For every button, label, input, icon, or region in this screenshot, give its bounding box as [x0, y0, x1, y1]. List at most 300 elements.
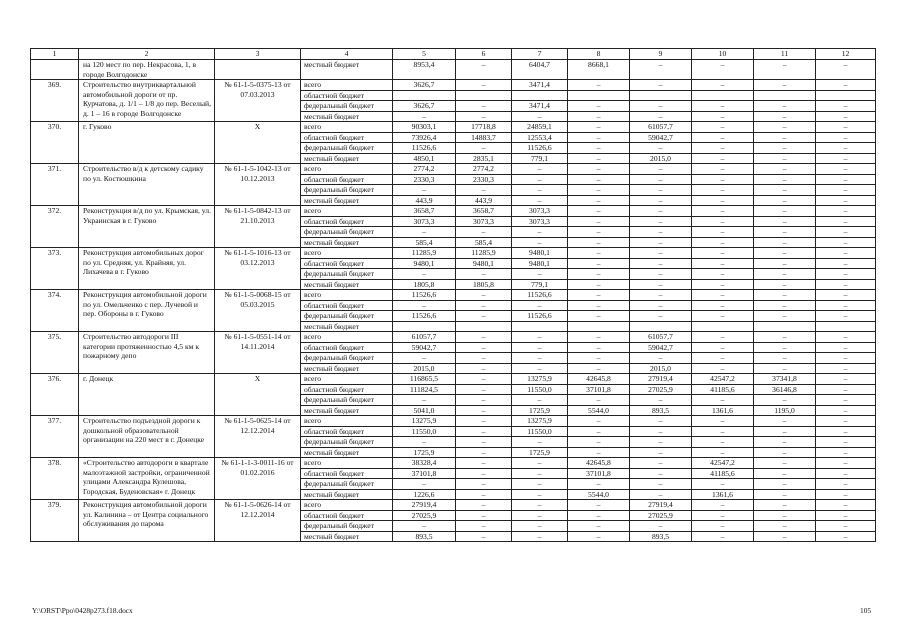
amount-cell: – — [568, 248, 630, 259]
amount-cell: – — [568, 300, 630, 311]
amount-cell: – — [692, 500, 754, 511]
amount-cell: – — [816, 363, 876, 374]
funding-source: федеральный бюджет — [301, 521, 393, 532]
amount-cell: – — [630, 237, 692, 248]
amount-cell: 11526,6 — [393, 311, 456, 322]
funding-source: местный бюджет — [301, 447, 393, 458]
amount-cell: 585,4 — [393, 237, 456, 248]
funding-source: областной бюджет — [301, 510, 393, 521]
amount-cell: 443,9 — [456, 195, 512, 206]
amount-cell: 3073,3 — [512, 216, 568, 227]
item-number: 374. — [31, 290, 79, 332]
amount-cell: – — [754, 332, 816, 343]
amount-cell: – — [754, 237, 816, 248]
amount-cell: – — [512, 531, 568, 542]
funding-source: всего — [301, 290, 393, 301]
registration-number: X — [215, 122, 301, 164]
amount-cell: – — [754, 216, 816, 227]
amount-cell: 1805,8 — [456, 279, 512, 290]
budget-table — [30, 48, 876, 542]
amount-cell: – — [692, 122, 754, 133]
amount-cell: – — [692, 258, 754, 269]
amount-cell: 90303,1 — [393, 122, 456, 133]
amount-cell: 3471,4 — [512, 101, 568, 112]
amount-cell: – — [816, 132, 876, 143]
amount-cell: – — [692, 80, 754, 91]
amount-cell: – — [568, 111, 630, 122]
amount-cell: – — [816, 227, 876, 238]
amount-cell: – — [512, 300, 568, 311]
amount-cell: – — [692, 143, 754, 154]
amount-cell: – — [816, 342, 876, 353]
amount-cell: – — [692, 132, 754, 143]
amount-cell: – — [816, 510, 876, 521]
table-row — [31, 374, 876, 385]
amount-cell: – — [512, 489, 568, 500]
amount-cell: – — [754, 174, 816, 185]
amount-cell: 38328,4 — [393, 458, 456, 469]
amount-cell: – — [630, 300, 692, 311]
amount-cell: 11526,6 — [393, 290, 456, 301]
amount-cell: – — [456, 80, 512, 91]
amount-cell: – — [456, 290, 512, 301]
amount-cell: 893,5 — [393, 531, 456, 542]
amount-cell: – — [630, 489, 692, 500]
amount-cell: – — [754, 258, 816, 269]
amount-cell: – — [692, 174, 754, 185]
object-name: Строительство в/д к детскому садику по ул. Костюшкина — [79, 164, 215, 206]
amount-cell: – — [630, 290, 692, 301]
registration-number: № 61-1-5-1042-13 от 10.12.2013 — [215, 164, 301, 206]
table-row — [31, 458, 876, 469]
amount-cell: 111824,5 — [393, 384, 456, 395]
amount-cell: 3626,7 — [393, 101, 456, 112]
amount-cell: – — [692, 164, 754, 175]
object-name: на 120 мест по пер. Некрасова, 1, в городе Волгодонске — [79, 60, 215, 80]
amount-cell: – — [568, 227, 630, 238]
amount-cell: 1725,9 — [393, 447, 456, 458]
funding-source: федеральный бюджет — [301, 143, 393, 154]
amount-cell: – — [754, 489, 816, 500]
amount-cell: 9480,1 — [456, 258, 512, 269]
amount-cell: – — [456, 531, 512, 542]
amount-cell: 59042,7 — [393, 342, 456, 353]
column-number: 1 — [31, 49, 79, 60]
amount-cell: – — [630, 101, 692, 112]
amount-cell: – — [568, 237, 630, 248]
table-row — [31, 80, 876, 91]
amount-cell: – — [816, 353, 876, 364]
amount-cell: – — [630, 353, 692, 364]
object-name: г. Донецк — [79, 374, 215, 416]
amount-cell: 11526,6 — [512, 311, 568, 322]
amount-cell: – — [568, 437, 630, 448]
amount-cell: – — [568, 80, 630, 91]
amount-cell: – — [816, 164, 876, 175]
amount-cell: 27025,9 — [630, 384, 692, 395]
funding-source: всего — [301, 206, 393, 217]
column-number: 11 — [754, 49, 816, 60]
amount-cell: – — [754, 132, 816, 143]
amount-cell: – — [692, 206, 754, 217]
amount-cell: – — [692, 195, 754, 206]
amount-cell: – — [456, 374, 512, 385]
amount-cell: – — [456, 489, 512, 500]
amount-cell: – — [692, 60, 754, 80]
funding-source: всего — [301, 500, 393, 511]
funding-source: местный бюджет — [301, 405, 393, 416]
item-number: 372. — [31, 206, 79, 248]
amount-cell: – — [692, 185, 754, 196]
amount-cell: – — [816, 195, 876, 206]
amount-cell: – — [512, 395, 568, 406]
amount-cell: 27919,4 — [630, 374, 692, 385]
amount-cell: – — [816, 426, 876, 437]
amount-cell: – — [568, 332, 630, 343]
amount-cell: – — [456, 342, 512, 353]
amount-cell: 1725,9 — [512, 447, 568, 458]
amount-cell: – — [512, 479, 568, 490]
amount-cell: 3073,3 — [456, 216, 512, 227]
table-row — [31, 60, 876, 80]
funding-source: областной бюджет — [301, 468, 393, 479]
amount-cell: 24859,1 — [512, 122, 568, 133]
amount-cell: – — [630, 279, 692, 290]
amount-cell: 2330,3 — [393, 174, 456, 185]
funding-source: областной бюджет — [301, 384, 393, 395]
amount-cell: – — [568, 101, 630, 112]
amount-cell: – — [393, 111, 456, 122]
amount-cell: – — [816, 80, 876, 91]
amount-cell: 3073,3 — [393, 216, 456, 227]
amount-cell: – — [816, 174, 876, 185]
amount-cell: – — [456, 384, 512, 395]
amount-cell: 11285,9 — [456, 248, 512, 259]
amount-cell: – — [568, 416, 630, 427]
funding-source: федеральный бюджет — [301, 227, 393, 238]
amount-cell: – — [816, 185, 876, 196]
amount-cell: – — [692, 237, 754, 248]
amount-cell: – — [816, 111, 876, 122]
amount-cell: – — [568, 269, 630, 280]
item-number: 377. — [31, 416, 79, 458]
amount-cell: – — [816, 489, 876, 500]
amount-cell: – — [568, 206, 630, 217]
amount-cell: – — [393, 185, 456, 196]
amount-cell: – — [816, 269, 876, 280]
amount-cell: – — [754, 510, 816, 521]
funding-source: федеральный бюджет — [301, 269, 393, 280]
amount-cell — [630, 321, 692, 332]
amount-cell: – — [692, 521, 754, 532]
amount-cell: – — [754, 185, 816, 196]
page-number: 105 — [860, 606, 872, 615]
amount-cell: – — [630, 426, 692, 437]
amount-cell: – — [456, 143, 512, 154]
amount-cell: 59042,7 — [630, 132, 692, 143]
registration-number: № 61-1-5-0068-15 от 05.03.2015 — [215, 290, 301, 332]
amount-cell: – — [692, 216, 754, 227]
amount-cell: – — [456, 311, 512, 322]
funding-source: федеральный бюджет — [301, 437, 393, 448]
amount-cell: – — [754, 290, 816, 301]
funding-source: федеральный бюджет — [301, 101, 393, 112]
amount-cell: – — [630, 143, 692, 154]
item-number: 375. — [31, 332, 79, 374]
amount-cell: – — [512, 195, 568, 206]
amount-cell: 3658,7 — [393, 206, 456, 217]
amount-cell: 8953,4 — [393, 60, 456, 80]
amount-cell: – — [568, 531, 630, 542]
amount-cell: 779,1 — [512, 279, 568, 290]
amount-cell: – — [630, 437, 692, 448]
amount-cell: – — [816, 531, 876, 542]
amount-cell: 443,9 — [393, 195, 456, 206]
amount-cell: – — [692, 300, 754, 311]
amount-cell: 27919,4 — [630, 500, 692, 511]
amount-cell: 11550,0 — [512, 426, 568, 437]
amount-cell: – — [568, 174, 630, 185]
registration-number: № 61-1-5-0842-13 от 21.10.2013 — [215, 206, 301, 248]
amount-cell: – — [816, 153, 876, 164]
footer-file-path: Y:\ORST\Ppo\0428p273.f18.docx — [32, 606, 133, 615]
amount-cell: – — [456, 269, 512, 280]
amount-cell: – — [512, 468, 568, 479]
amount-cell: 13275,9 — [512, 374, 568, 385]
amount-cell: – — [816, 500, 876, 511]
amount-cell: 11526,6 — [512, 143, 568, 154]
table-row — [31, 164, 876, 175]
amount-cell: – — [754, 195, 816, 206]
amount-cell: 17718,8 — [456, 122, 512, 133]
amount-cell: – — [568, 279, 630, 290]
amount-cell: – — [456, 458, 512, 469]
amount-cell: – — [456, 437, 512, 448]
amount-cell: – — [512, 500, 568, 511]
amount-cell: – — [630, 258, 692, 269]
funding-source: местный бюджет — [301, 153, 393, 164]
column-number: 2 — [79, 49, 215, 60]
amount-cell: – — [630, 479, 692, 490]
item-number: 370. — [31, 122, 79, 164]
amount-cell: 116865,5 — [393, 374, 456, 385]
amount-cell: 37341,8 — [754, 374, 816, 385]
amount-cell: – — [816, 437, 876, 448]
object-name: г. Гуково — [79, 122, 215, 164]
amount-cell: 13275,9 — [512, 416, 568, 427]
amount-cell: – — [692, 290, 754, 301]
amount-cell: – — [512, 174, 568, 185]
object-name: Реконструкция автомобильной дороги по ул. Омельченко с пер. Лучевой и пер. Обороны в г. Гуково — [79, 290, 215, 332]
amount-cell: 2015,0 — [393, 363, 456, 374]
amount-cell: 3073,3 — [512, 206, 568, 217]
object-name: Строительство внутриквартальной автомобильной дороги от пр. Курчатова, д. 1/1 – 1/8 до пер. Веселый, д. 1 – 16 в городе Волгодонске — [79, 80, 215, 122]
amount-cell: 1195,0 — [754, 405, 816, 416]
amount-cell: – — [456, 353, 512, 364]
amount-cell: – — [568, 290, 630, 301]
object-name: Реконструкция автомобильной дороги ул. Калинина – от Центра социального обслуживания до парома — [79, 500, 215, 542]
amount-cell: – — [456, 185, 512, 196]
amount-cell: 1226,6 — [393, 489, 456, 500]
amount-cell: 42547,2 — [692, 458, 754, 469]
amount-cell: – — [568, 447, 630, 458]
table-row — [31, 416, 876, 427]
funding-source: местный бюджет — [301, 489, 393, 500]
funding-source: местный бюджет — [301, 60, 393, 80]
amount-cell: – — [692, 437, 754, 448]
amount-cell: – — [630, 80, 692, 91]
amount-cell: – — [692, 311, 754, 322]
amount-cell: – — [816, 300, 876, 311]
amount-cell: – — [816, 468, 876, 479]
object-name: Строительство подъездной дороги к дошкольной образовательной организации на 220 мест в г. Донецке — [79, 416, 215, 458]
amount-cell — [692, 90, 754, 101]
amount-cell: 2774,2 — [456, 164, 512, 175]
amount-cell: – — [512, 363, 568, 374]
funding-source: федеральный бюджет — [301, 479, 393, 490]
amount-cell: – — [630, 185, 692, 196]
amount-cell: – — [816, 60, 876, 80]
funding-source: всего — [301, 80, 393, 91]
amount-cell: 1805,8 — [393, 279, 456, 290]
amount-cell: – — [692, 248, 754, 259]
amount-cell: – — [754, 479, 816, 490]
amount-cell: – — [816, 101, 876, 112]
funding-source: местный бюджет — [301, 237, 393, 248]
funding-source: местный бюджет — [301, 321, 393, 332]
amount-cell: 9480,1 — [393, 258, 456, 269]
amount-cell: – — [754, 164, 816, 175]
registration-number: № 61-1-5-0551-14 от 14.11.2014 — [215, 332, 301, 374]
amount-cell: – — [630, 269, 692, 280]
amount-cell: – — [512, 227, 568, 238]
amount-cell: – — [754, 279, 816, 290]
amount-cell: – — [456, 479, 512, 490]
object-name: Реконструкция автомобильных дорог по ул. Средняя, ул. Крайняя, ул. Лихачева в г. Гуково — [79, 248, 215, 290]
column-number: 5 — [393, 49, 456, 60]
amount-cell: – — [816, 248, 876, 259]
amount-cell: 11285,9 — [393, 248, 456, 259]
amount-cell: 1725,9 — [512, 405, 568, 416]
amount-cell: – — [754, 101, 816, 112]
funding-source: всего — [301, 122, 393, 133]
amount-cell: 5041,0 — [393, 405, 456, 416]
funding-source: федеральный бюджет — [301, 311, 393, 322]
column-number: 4 — [301, 49, 393, 60]
amount-cell: 9480,1 — [512, 248, 568, 259]
amount-cell — [816, 321, 876, 332]
column-number: 8 — [568, 49, 630, 60]
amount-cell: – — [512, 237, 568, 248]
amount-cell: – — [754, 531, 816, 542]
amount-cell: – — [456, 416, 512, 427]
amount-cell: – — [816, 216, 876, 227]
funding-source: всего — [301, 416, 393, 427]
column-number: 12 — [816, 49, 876, 60]
amount-cell: – — [456, 111, 512, 122]
column-number: 10 — [692, 49, 754, 60]
amount-cell — [456, 90, 512, 101]
table-row — [31, 332, 876, 343]
funding-source: местный бюджет — [301, 111, 393, 122]
object-name: «Строительство автодороги в квартале малоэтажной застройки, ограниченной улицами Александра Кулешова, Городская, Буденовская» г. Донецк — [79, 458, 215, 500]
amount-cell: 779,1 — [512, 153, 568, 164]
item-number: 378. — [31, 458, 79, 500]
amount-cell: – — [568, 479, 630, 490]
amount-cell: – — [630, 216, 692, 227]
amount-cell: – — [630, 195, 692, 206]
item-number — [31, 60, 79, 80]
amount-cell: – — [754, 447, 816, 458]
amount-cell: 2015,0 — [630, 153, 692, 164]
amount-cell: – — [692, 279, 754, 290]
amount-cell: – — [754, 521, 816, 532]
amount-cell: – — [754, 80, 816, 91]
amount-cell: 59042,7 — [630, 342, 692, 353]
amount-cell: – — [754, 122, 816, 133]
amount-cell: 2774,2 — [393, 164, 456, 175]
object-name: Реконструкция в/д по ул. Крымская, ул. Украинская в г. Гуково — [79, 206, 215, 248]
amount-cell: 37101,8 — [568, 384, 630, 395]
amount-cell: 27025,9 — [630, 510, 692, 521]
amount-cell: 9480,1 — [512, 258, 568, 269]
funding-source: областной бюджет — [301, 216, 393, 227]
amount-cell: – — [512, 521, 568, 532]
amount-cell: 37101,8 — [393, 468, 456, 479]
amount-cell: 2835,1 — [456, 153, 512, 164]
amount-cell: – — [754, 342, 816, 353]
amount-cell: 3658,7 — [456, 206, 512, 217]
table-row — [31, 122, 876, 133]
table-row — [31, 206, 876, 217]
amount-cell: – — [393, 521, 456, 532]
funding-source: федеральный бюджет — [301, 395, 393, 406]
amount-cell: – — [754, 437, 816, 448]
amount-cell: – — [393, 269, 456, 280]
amount-cell: 61057,7 — [630, 332, 692, 343]
amount-cell: – — [512, 332, 568, 343]
amount-cell: – — [456, 500, 512, 511]
amount-cell: – — [630, 447, 692, 458]
amount-cell: – — [512, 458, 568, 469]
amount-cell: – — [568, 353, 630, 364]
amount-cell: 11550,0 — [512, 384, 568, 395]
amount-cell: – — [568, 132, 630, 143]
amount-cell: 4850,1 — [393, 153, 456, 164]
amount-cell: 3626,7 — [393, 80, 456, 91]
table-row — [31, 290, 876, 301]
amount-cell: – — [512, 164, 568, 175]
amount-cell — [393, 321, 456, 332]
amount-cell: – — [512, 111, 568, 122]
amount-cell: – — [630, 416, 692, 427]
table-row — [31, 500, 876, 511]
amount-cell: 36146,8 — [754, 384, 816, 395]
amount-cell: – — [816, 458, 876, 469]
amount-cell: 42645,8 — [568, 374, 630, 385]
amount-cell: – — [456, 447, 512, 458]
amount-cell: – — [568, 521, 630, 532]
column-number-row — [31, 49, 876, 60]
amount-cell: – — [568, 143, 630, 154]
amount-cell: – — [816, 206, 876, 217]
funding-source: областной бюджет — [301, 90, 393, 101]
amount-cell: 41185,6 — [692, 384, 754, 395]
amount-cell: – — [692, 479, 754, 490]
amount-cell: – — [456, 60, 512, 80]
amount-cell: – — [630, 227, 692, 238]
amount-cell: – — [456, 300, 512, 311]
